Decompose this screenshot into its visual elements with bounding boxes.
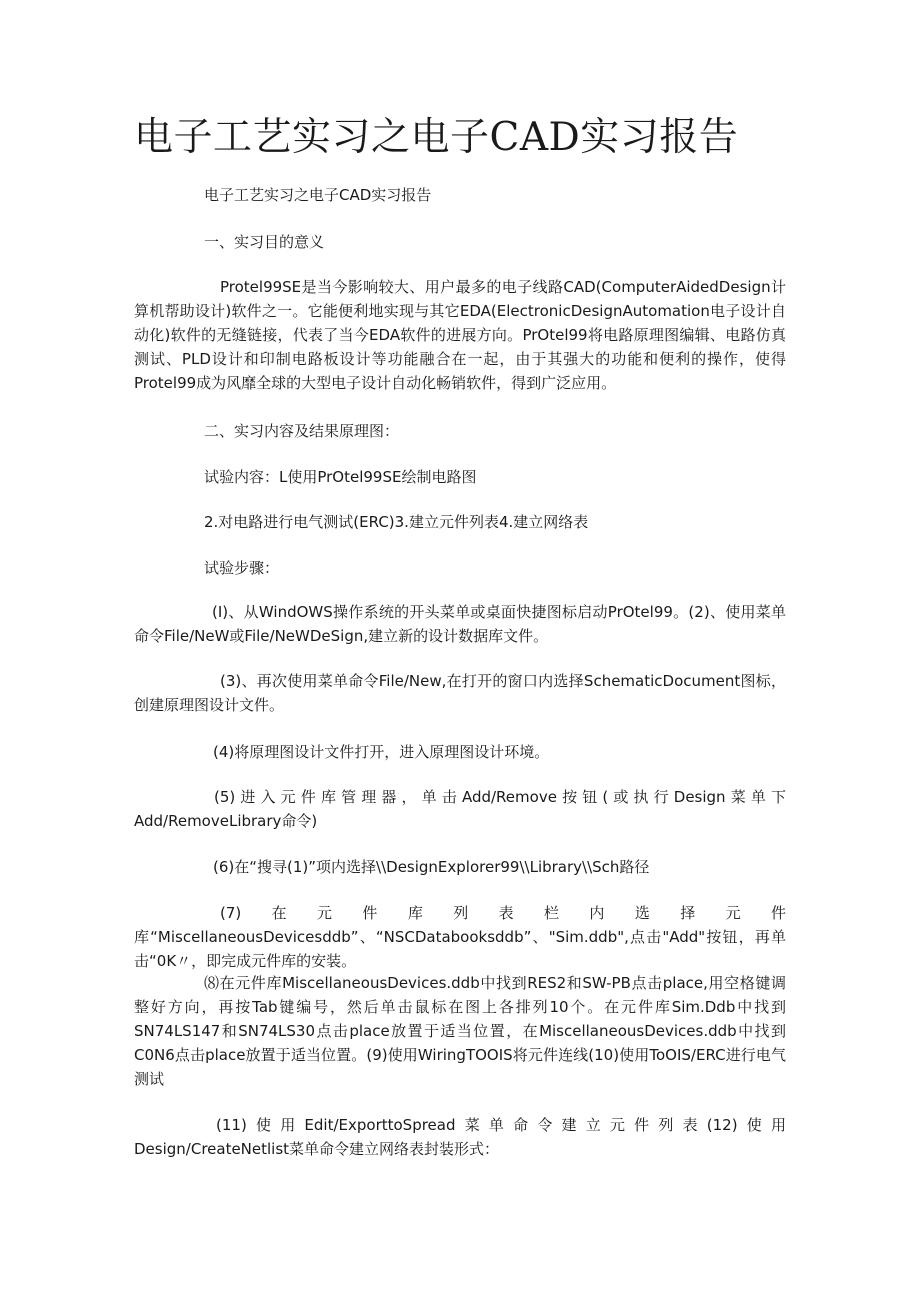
- intro-paragraph: Protel99SE是当今影响较大、用户最多的电子线路CAD(ComputerAidedDesign计算机帮助设计)软件之一。它能便利地实现与其它EDA(ElectronicDesignAutomation电子设计自动化)软件的无缝链接，代表了当今EDA软件的进展方向。PrOtel99将电路原理图编辑、电路仿真测试、PLD设计和印制电路板设计等功能融合在一起，由于其强大的功能和便利的操作，使得Protel99成为风靡全球的大型电子设计自动化畅销软件，得到广泛应用。: [134, 278, 786, 392]
- step-paragraph: (3)、再次使用菜单命令File/New,在打开的窗口内选择SchematicDocument图标，创建原理图设计文件。: [134, 672, 786, 714]
- section-2-heading: 二、实习内容及结果原理图：: [204, 422, 400, 440]
- step-paragraph: (7)在元件库列表栏内选择元件库“MiscellaneousDevicesddb”、“NSCDatabooksddb”、"Sim.ddb",点击"Add"按钮，再单击“0K〃，即完成元件库的安装。: [134, 904, 786, 970]
- step-paragraph: ⑻在元件库MiscellaneousDevices.ddb中找到RES2和SW-PB点击place,用空格键调整好方向，再按Tab键编号，然后单击鼠标在图上各排列10个。在元件库Sim.Ddb中找到SN74LS147和SN74LS30点击place放置于适当位置，在MiscellaneousDevices.ddb中找到C0N6点击place放置于适当位置。(9)使用WiringTOOIS将元件连线(10)使用ToOIS/ERC进行电气测试: [134, 974, 786, 1088]
- step-paragraph: (5)进入元件库管理器，单击Add/Remove按钮(或执行Design菜单下Add/RemoveLibrary命令): [134, 788, 786, 830]
- step-paragraph: (11)使用Edit/ExporttoSpread菜单命令建立元件列表(12)使用Design/CreateNetlist菜单命令建立网络表封装形式：: [134, 1116, 786, 1158]
- experiment-content: 试验内容：L使用PrOtel99SE绘制电路图: [204, 468, 477, 486]
- document-title: 电子工艺实习之电子CAD实习报告: [134, 115, 739, 160]
- step-paragraph: (I)、从WindOWS操作系统的开头菜单或桌面快捷图标启动PrOtel99。(2)、使用菜单命令File/NeW或File/NeWDeSign,建立新的设计数据库文件。: [134, 603, 786, 645]
- experiment-items: 2.对电路进行电气测试(ERC)3.建立元件列表4.建立网络表: [204, 513, 589, 531]
- subtitle: 电子工艺实习之电子CAD实习报告: [204, 186, 432, 204]
- step-paragraph: (6)在“搜寻(1)”项内选择\\DesignExplorer99\\Library\\Sch路径: [213, 858, 650, 876]
- section-1-heading: 一、实习目的意义: [204, 233, 325, 251]
- step-paragraph: (4)将原理图设计文件打开，进入原理图设计环境。: [213, 743, 550, 761]
- steps-heading: 试验步骤：: [204, 559, 280, 577]
